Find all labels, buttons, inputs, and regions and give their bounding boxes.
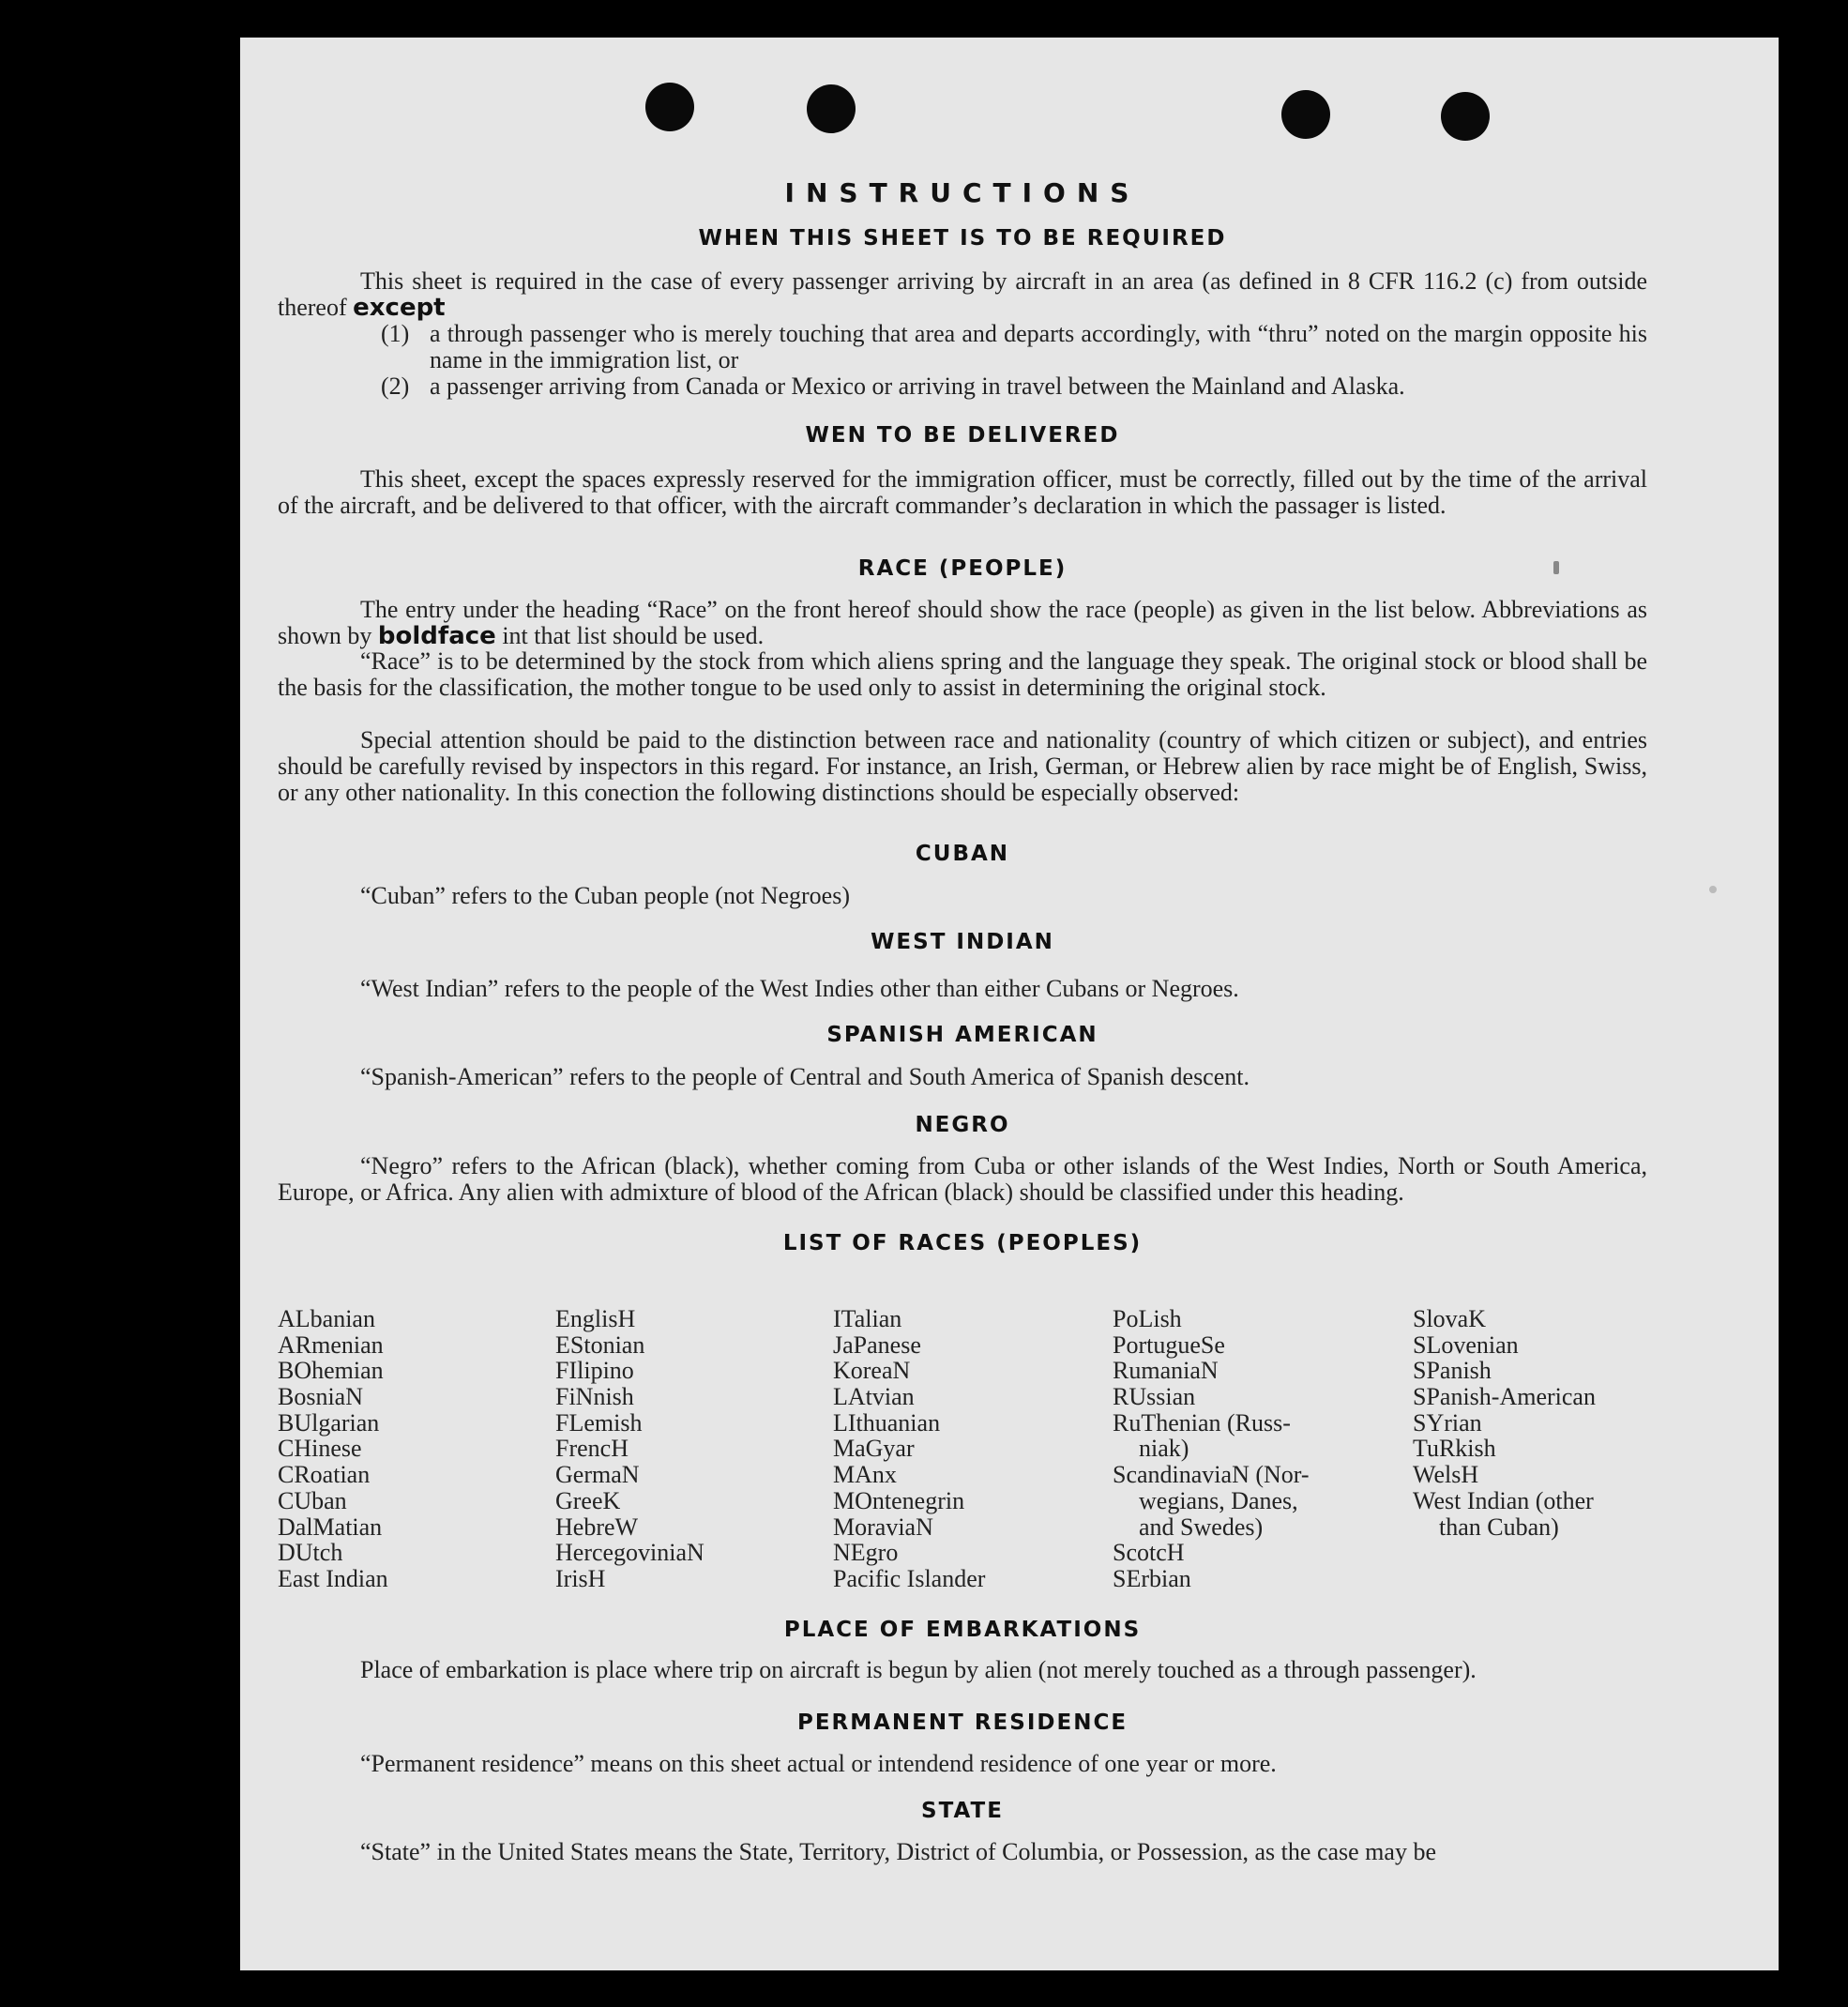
races-column-5 — [1413, 1306, 1596, 1540]
races-column-3 — [833, 1306, 985, 1592]
race-item: MoraviaN — [833, 1513, 933, 1541]
heading-west-indian: WEST INDIAN — [871, 930, 1054, 954]
races-column-2 — [555, 1306, 704, 1592]
residence-text: “Permanent residence” means on this sheet actual or intendend residence of one year or more. — [360, 1750, 1277, 1777]
race-item: SPanish-American — [1413, 1383, 1596, 1411]
race-item: wegians, Danes, — [1139, 1486, 1298, 1514]
race-item: FrencH — [555, 1435, 629, 1463]
race-item: Pacific Islander — [833, 1564, 986, 1592]
race-item: than Cuban) — [1439, 1513, 1559, 1541]
race-item: East Indian — [278, 1564, 388, 1592]
race-item: MOntenegrin — [833, 1486, 965, 1514]
paper-speck — [1553, 561, 1559, 574]
race-item: HercegoviniaN — [555, 1539, 704, 1567]
required-item-1-num: (1) — [381, 320, 410, 347]
races-column-1 — [278, 1306, 388, 1592]
race-item: ALbanian — [278, 1305, 375, 1332]
race-item: PoLish — [1113, 1305, 1182, 1332]
punch-hole-2 — [807, 84, 856, 133]
race-item: MaGyar — [833, 1435, 915, 1463]
west-indian-text: “West Indian” refers to the people of the West Indies other than either Cubans or Negroes. — [360, 975, 1239, 1002]
required-intro: This sheet is required in the case of every passenger arriving by aircraft in an area (as defined in 8 CFR 116.2 (c) from outside thereof except — [278, 267, 1647, 322]
document-page — [240, 38, 1779, 1970]
heading-residence: PERMANENT RESIDENCE — [796, 1711, 1128, 1735]
race-item: NEgro — [833, 1539, 899, 1567]
race-item: GreeK — [555, 1486, 621, 1514]
race-item: ITalian — [833, 1305, 902, 1332]
race-item: FIlipino — [555, 1357, 634, 1385]
race-item: West Indian (other — [1413, 1486, 1594, 1514]
race-item: SLovenian — [1413, 1330, 1519, 1359]
race-item: ScandinaviaN (Nor- — [1113, 1461, 1310, 1489]
embarkation-text: Place of embarkation is place where trip on aircraft is begun by alien (not merely touched as a through passenger). — [360, 1656, 1477, 1683]
heading-negro: NEGRO — [915, 1113, 1010, 1137]
race-item: EnglisH — [555, 1305, 636, 1332]
race-item: SErbian — [1113, 1564, 1191, 1592]
heading-spanish-american: SPANISH AMERICAN — [826, 1023, 1098, 1047]
paper-speck — [1709, 886, 1717, 893]
race-item: FLemish — [555, 1408, 643, 1437]
race-item: DalMatian — [278, 1513, 383, 1541]
race-item: BOhemian — [278, 1357, 384, 1385]
race-item: WelsH — [1413, 1461, 1479, 1489]
race-item: JaPanese — [833, 1330, 921, 1359]
race-item: BosniaN — [278, 1383, 363, 1411]
race-item: SPanish — [1413, 1357, 1492, 1385]
boldface-bold: boldface — [377, 622, 496, 650]
race-item: IrisH — [555, 1564, 606, 1592]
heading-delivered: WEN TO BE DELIVERED — [805, 423, 1120, 448]
heading-state: STATE — [921, 1799, 1004, 1823]
punch-hole-4 — [1441, 92, 1490, 141]
except-bold: except — [353, 294, 446, 322]
spanish-american-text: “Spanish-American” refers to the people of Central and South America of Spanish descent. — [360, 1063, 1250, 1090]
negro-text: “Negro” refers to the African (black), whether coming from Cuba or other islands of the West Indies, North or South America, Europe, or Africa. Any alien with admixture of blood of the African (black) should be classified under this heading. — [278, 1152, 1647, 1206]
race-item: ARmenian — [278, 1330, 384, 1359]
race-item: EStonian — [555, 1330, 645, 1359]
required-item-2: a passenger arriving from Canada or Mexico or arriving in travel between the Mainland and Alaska. — [430, 373, 1405, 400]
race-item: DUtch — [278, 1539, 343, 1567]
race-item: CHinese — [278, 1435, 362, 1463]
race-item: KoreaN — [833, 1357, 911, 1385]
cuban-text: “Cuban” refers to the Cuban people (not Negroes) — [360, 882, 850, 909]
race-item: and Swedes) — [1139, 1513, 1264, 1541]
race-item: HebreW — [555, 1513, 639, 1541]
required-item-2-num: (2) — [381, 373, 410, 400]
race-item: FiNnish — [555, 1383, 634, 1411]
delivered-text: This sheet, except the spaces expressly reserved for the immigration officer, must be correctly, filled out by the time of the arrival of the aircraft, and be delivered to that officer, with the aircraft commander’s declaration in which the passager is listed. — [278, 465, 1647, 519]
state-text: “State” in the United States means the State, Territory, District of Columbia, or Possession, as the case may be — [360, 1838, 1436, 1865]
races-column-4 — [1113, 1306, 1310, 1592]
heading-races-list: LIST OF RACES (PEOPLES) — [782, 1231, 1143, 1255]
race-item: LAtvian — [833, 1383, 915, 1411]
race-item: CRoatian — [278, 1461, 371, 1489]
race-item: GermaN — [555, 1461, 640, 1489]
race-item: RuThenian (Russ- — [1113, 1408, 1291, 1437]
race-item: SlovaK — [1413, 1305, 1486, 1332]
heading-required: WHEN THIS SHEET IS TO BE REQUIRED — [698, 226, 1227, 251]
race-item: MAnx — [833, 1461, 897, 1489]
race-item: CUban — [278, 1486, 347, 1514]
heading-embarkation: PLACE OF EMBARKATIONS — [783, 1618, 1142, 1642]
race-item: SYrian — [1413, 1408, 1482, 1437]
race-paragraph-3: Special attention should be paid to the distinction between race and nationality (country of which citizen or subject), and entries should be carefully revised by inspectors in this regard. For instance, an Irish, German, or Hebrew alien by race might be of English, Swiss, or any other nationality. In this conection the following distinctions should be especially observed: — [278, 726, 1647, 806]
race-paragraph-2: “Race” is to be determined by the stock from which aliens spring and the language they speak. The original stock or blood shall be the basis for the classification, the mother tongue to be used only to assist in determining the original stock. — [278, 647, 1647, 701]
punch-hole-3 — [1281, 90, 1330, 139]
race-item: ScotcH — [1113, 1539, 1185, 1567]
race-item: RumaniaN — [1113, 1357, 1219, 1385]
race-item: PortugueSe — [1113, 1330, 1225, 1359]
race-item: RUssian — [1113, 1383, 1196, 1411]
race-item: LIthuanian — [833, 1408, 941, 1437]
heading-cuban: CUBAN — [915, 842, 1010, 866]
race-paragraph-1: The entry under the heading “Race” on the front hereof should show the race (people) as given in the list below. Abbreviations as shown by boldface int that list should be used. — [278, 596, 1647, 650]
required-item-1: a through passenger who is merely touching that area and departs accordingly, with “thru” noted on the margin opposite his name in the immigration list, or — [430, 320, 1647, 373]
punch-hole-1 — [645, 83, 694, 131]
race-item: TuRkish — [1413, 1435, 1496, 1463]
race-item: BUlgarian — [278, 1408, 380, 1437]
races-list — [278, 1305, 1647, 1592]
document-title: INSTRUCTIONS — [784, 177, 1141, 208]
race-item: niak) — [1139, 1435, 1189, 1463]
heading-race: RACE (PEOPLE) — [857, 556, 1068, 581]
